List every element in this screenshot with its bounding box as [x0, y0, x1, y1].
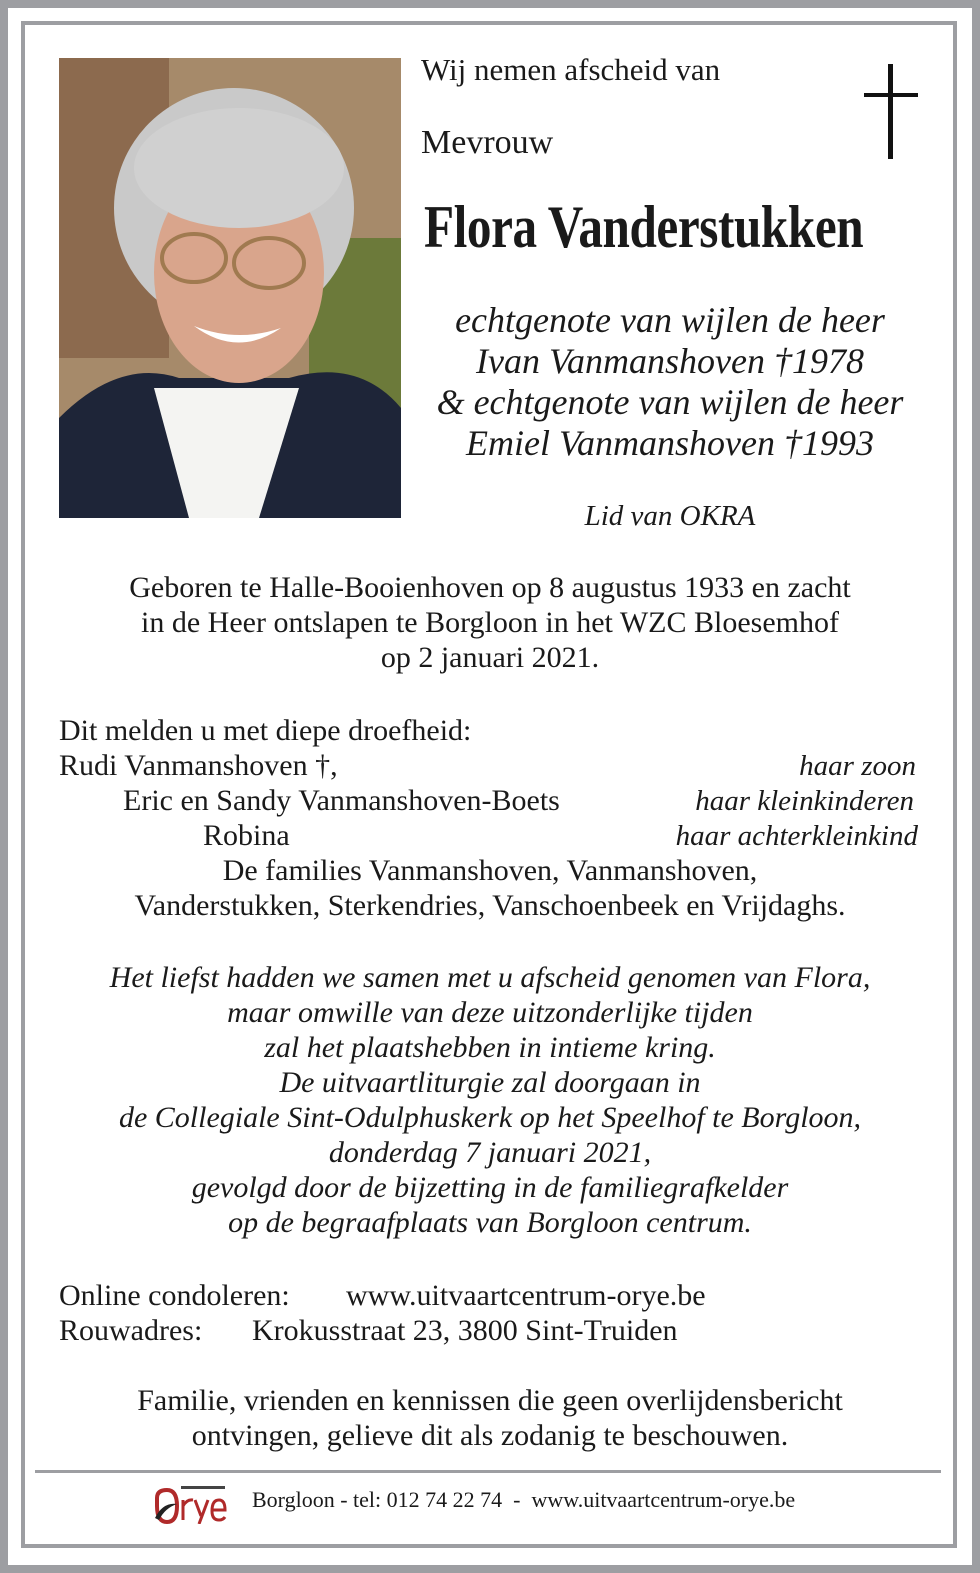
- family-member-name: Rudi Vanmanshoven †,: [59, 749, 338, 782]
- closing-line: Familie, vrienden en kennissen die geen overlijdensbericht: [137, 1384, 843, 1417]
- family-member-relation: haar achterkleinkind: [675, 820, 918, 852]
- address: Krokusstraat 23, 3800 Sint-Truiden: [252, 1314, 678, 1347]
- closing-line: ontvingen, gelieve dit als zodanig te beschouwen.: [191, 1419, 789, 1452]
- ceremony-line: Het liefst hadden we samen met u afscheid genomen van Flora,: [109, 961, 871, 994]
- portrait-photo: [59, 58, 401, 518]
- intro-text: Wij nemen afscheid van: [421, 52, 721, 87]
- footer-divider: [35, 1470, 941, 1473]
- condolences-link[interactable]: www.uitvaartcentrum-orye.be: [346, 1279, 706, 1312]
- families-line: De families Vanmanshoven, Vanmanshoven,: [222, 854, 758, 887]
- membership: Lid van OKRA: [584, 500, 756, 532]
- ceremony-line: op de begraafplaats van Borgloon centrum.: [228, 1206, 752, 1239]
- ceremony-line: de Collegiale Sint-Odulphuskerk op het Speelhof te Borgloon,: [118, 1101, 862, 1134]
- birth-line: op 2 januari 2021.: [380, 641, 600, 674]
- ceremony-line: maar omwille van deze uitzonderlijke tijden: [227, 996, 753, 1029]
- birth-line: Geboren te Halle-Booienhoven op 8 augustus 1933 en zacht: [129, 571, 851, 604]
- spouse-line: Ivan Vanmanshoven †1978: [476, 341, 864, 381]
- ceremony-line: zal het plaatshebben in intieme kring.: [264, 1031, 716, 1064]
- birth-line: in de Heer ontslapen te Borgloon in het WZC Bloesemhof: [141, 606, 839, 639]
- family-intro: Dit melden u met diepe droefheid:: [59, 714, 472, 747]
- family-member-relation: haar zoon: [799, 750, 916, 782]
- families-line: Vanderstukken, Sterkendries, Vanschoenbeek en Vrijdaghs.: [134, 889, 846, 922]
- title-prefix: Mevrouw: [421, 124, 554, 161]
- family-member-name: Robina: [203, 819, 290, 852]
- deceased-name: Flora Vanderstukken: [424, 194, 864, 260]
- birth-death-info: [40, 570, 940, 675]
- cross-icon: [862, 64, 920, 159]
- ceremony-info: [40, 960, 940, 1240]
- spouse-line: & echtgenote van wijlen de heer: [436, 382, 904, 422]
- family-member-relation: haar kleinkinderen: [695, 785, 914, 817]
- address-label: Rouwadres:: [59, 1314, 203, 1347]
- spouse-line: Emiel Vanmanshoven †1993: [466, 423, 874, 463]
- ceremony-line: gevolgd door de bijzetting in de familiegrafkelder: [191, 1171, 789, 1204]
- ceremony-line: De uitvaartliturgie zal doorgaan in: [279, 1066, 701, 1099]
- ceremony-line: donderdag 7 januari 2021,: [328, 1136, 652, 1169]
- spouse-line: echtgenote van wijlen de heer: [455, 300, 885, 340]
- footer-contact: Borgloon - tel: 012 74 22 74 - www.uitvaartcentrum-orye.be: [252, 1487, 796, 1512]
- family-member-name: Eric en Sandy Vanmanshoven-Boets: [123, 784, 560, 817]
- spouse-info: [405, 300, 935, 464]
- orye-logo: [153, 1484, 229, 1524]
- condolences-label: Online condoleren:: [59, 1279, 290, 1312]
